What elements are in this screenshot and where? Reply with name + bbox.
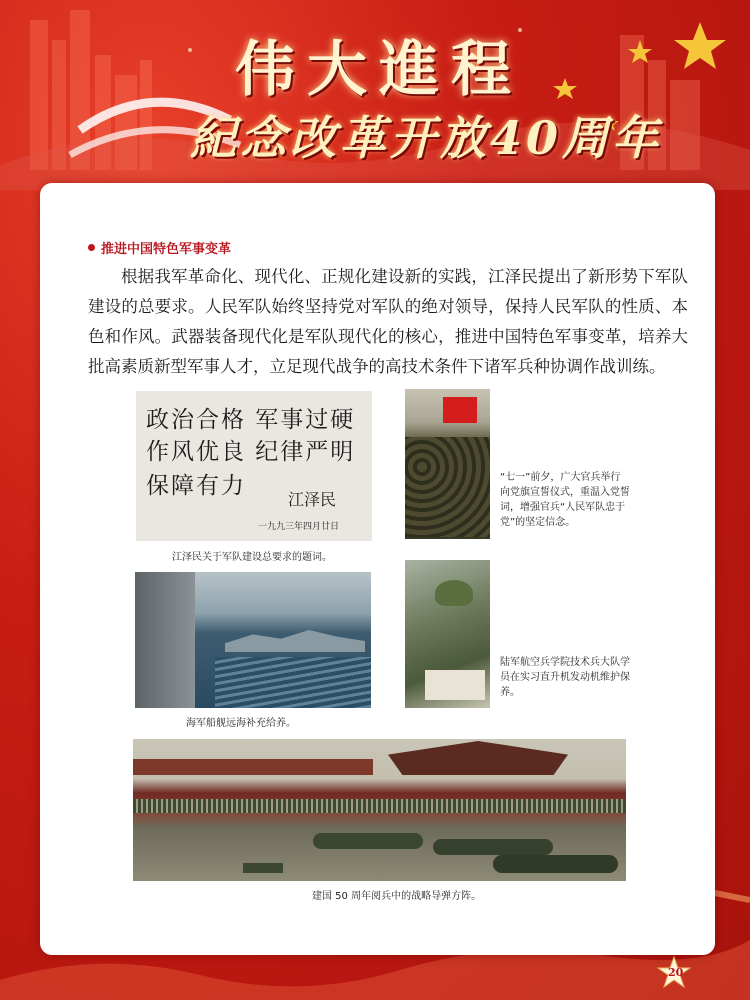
supply-ship [225,630,365,652]
tiananmen-roof [388,741,568,775]
ship-hull [135,572,195,708]
star-icon [674,22,726,69]
bullet-icon [88,244,95,251]
parade-caption: 建国 50 周年阅兵中的战略导弹方阵。 [312,891,482,902]
calligraphy-line-1: 政治合格 军事过硬 [146,407,356,433]
military-parade-photo [133,739,626,881]
missile-vehicle [313,833,423,849]
section-heading [88,238,231,257]
crowd-rows [133,799,626,813]
party-flag [443,397,477,423]
navy-replenishment-photo [135,572,371,708]
navy-caption: 海军船舰远海补充给养。 [186,718,296,729]
calligraphy-signature: 江泽民 [288,490,337,509]
missile-vehicle [433,839,553,855]
aviation-training-photo [405,560,490,708]
sea-waves [215,657,371,708]
missile-vehicle [493,855,618,873]
calligraphy-image [136,391,372,541]
soldiers-crowd [405,437,490,537]
escort-jeep [243,863,283,873]
page-subtitle: 紀念改革开放40周年 [190,111,663,165]
aviation-caption: 陆军航空兵学院技术兵大队学员在实习直升机发动机维护保养。 [500,657,630,698]
calligraphy-caption: 江泽民关于军队建设总要求的题词。 [172,552,332,563]
notebook [425,670,485,700]
calligraphy-line-2: 作风优良 纪律严明 [146,439,356,465]
oath-ceremony-photo [405,389,490,539]
page-number: 20 [668,966,684,979]
section-body-text: 根据我军革命化、现代化、正规化建设新的实践，江泽民提出了新形势下军队建设的总要求。人民军队始终坚持党对军队的绝对领导，保持人民军队的性质、本色和作风。武器装备现代化是军队现代化的核心，推进中国特色军事变革，培养大批高素质新型军事人才，立足现代战争的高技术条件下诸军兵种协调作战训练。 [88,267,688,376]
oath-caption: “七一”前夕，广大官兵举行向党旗宣誓仪式，重温入党誓词，增强官兵“人民军队忠于党”的坚定信念。 [500,472,630,528]
page-title: 伟大進程 [235,35,523,105]
palace-wall [133,759,373,775]
calligraphy-date: 一九九三年四月廿日 [258,522,340,532]
soldier-cap [435,580,473,606]
calligraphy-line-3: 保障有力 [146,473,246,499]
star-icon [553,78,577,99]
section-heading-text: 推进中国特色军事变革 [101,242,232,257]
